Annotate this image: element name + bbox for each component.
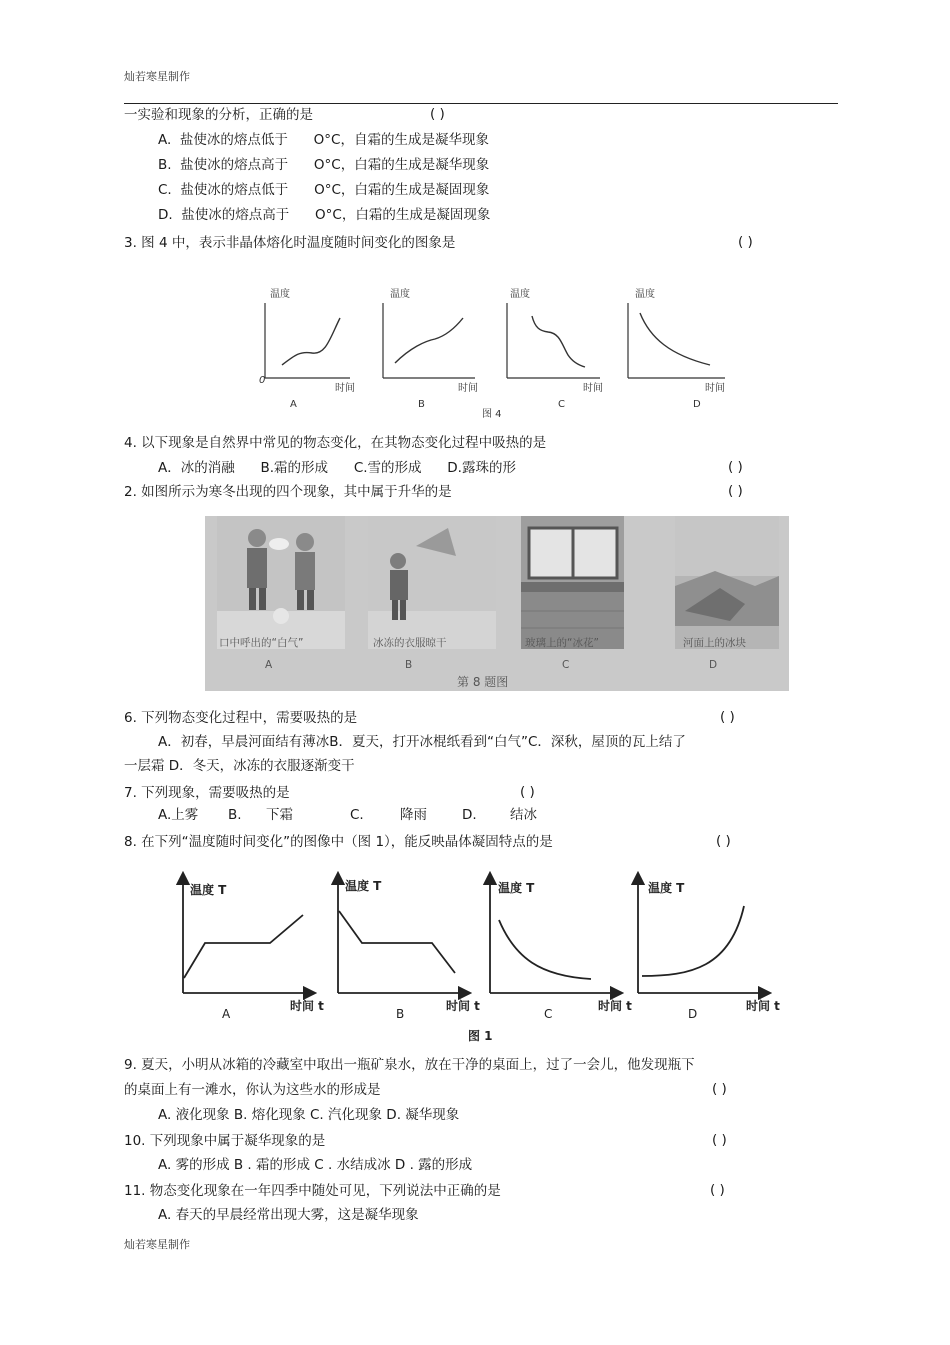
graph-c	[507, 287, 603, 410]
question-3-stem: 3. 图 4 中，表示非晶体熔化时温度随时间变化的图象是	[124, 235, 456, 251]
page-header: 灿若寒星制作	[124, 70, 190, 83]
question-9-line2: 的桌面上有一滩水，你认为这些水的形成是	[124, 1082, 381, 1098]
option-d: D.露珠的形	[447, 460, 516, 476]
question-2-stem: 2. 如图所示为寒冬出现的四个现象，其中属于升华的是	[124, 484, 452, 500]
question-7-letter-b: B.	[228, 807, 242, 823]
question-4-options	[158, 459, 516, 477]
header-rule	[124, 103, 838, 104]
photo-panel-b	[368, 516, 496, 649]
question-7-option-d: 结冰	[510, 807, 537, 823]
option-a	[158, 131, 489, 149]
question-7-paren: ( )	[520, 784, 535, 800]
y-axis-label: 温度	[270, 289, 290, 300]
question-9-options: A. 液化现象 B. 熔化现象 C. 汽化现象 D. 凝华现象	[158, 1107, 460, 1123]
graph-d	[598, 878, 780, 1021]
option-letter: B.	[158, 157, 172, 173]
photo-panel-c	[521, 516, 624, 649]
photo-label-c: C	[562, 659, 570, 671]
option-letter: D.	[158, 207, 173, 223]
question-10-options: A. 雾的形成 B . 霜的形成 C . 水结成冰 D . 露的形成	[158, 1157, 473, 1173]
option-letter: A.	[158, 132, 172, 148]
y-axis-label: 温度 T	[345, 879, 382, 893]
option-text-b: O°C，白霜的生成是凝固现象	[315, 207, 491, 223]
graph-b	[383, 287, 478, 410]
x-axis-label: 时间	[458, 383, 478, 394]
photo-caption-c: 玻璃上的“冰花”	[525, 637, 599, 649]
question-11-option-a: A. 春天的早晨经常出现大雾，这是凝华现象	[158, 1207, 419, 1223]
graph-label-c: C	[558, 399, 565, 410]
photo-caption-d: 河面上的冰块	[683, 637, 746, 649]
photo-panel-a	[217, 516, 345, 649]
y-axis-label: 温度	[635, 289, 655, 300]
question-6-stem: 6. 下列物态变化过程中，需要吸热的是	[124, 710, 358, 726]
x-axis-label: 时间 t	[290, 999, 324, 1013]
question-7-letter-d: D.	[462, 807, 477, 823]
photo-title: 第 8 题图	[457, 675, 509, 689]
photo-figure	[205, 516, 789, 691]
option-text: 盐使冰的熔点高于	[181, 207, 290, 223]
x-axis-label: 时间 t	[446, 999, 480, 1013]
y-axis-label: 温度	[510, 289, 530, 300]
graph-d	[628, 287, 725, 410]
question-7-option-a: A.上雾	[158, 807, 199, 823]
question-8-paren: ( )	[716, 833, 731, 849]
option-letter: C.	[158, 182, 172, 198]
question-6-line2: A．初春，早晨河面结有薄冰B．夏天，打开冰棍纸看到“白气”C．深秋，屋顶的瓦上结了	[158, 734, 686, 750]
frozen-clothes-illustration	[368, 516, 496, 649]
x-axis-label: 时间	[583, 383, 603, 394]
graph-label-d: D	[688, 1007, 698, 1021]
photo-panel-d	[675, 516, 779, 649]
x-axis-label: 时间 t	[598, 999, 632, 1013]
question-intro-stem: 一实验和现象的分析，正确的是	[124, 107, 313, 123]
question-3-paren: ( )	[738, 234, 753, 250]
figure-1-caption: 图 1	[468, 1029, 493, 1043]
question-6-line3: 一层霜 D．冬天，冰冻的衣服逐渐变干	[124, 758, 355, 774]
option-text: 盐使冰的熔点高于	[180, 157, 289, 173]
option-text-b: O°C，白霜的生成是凝固现象	[314, 182, 490, 198]
question-7-option-c: 降雨	[400, 807, 427, 823]
question-11-paren: ( )	[710, 1182, 725, 1198]
x-axis-label: 时间 t	[746, 999, 780, 1013]
graph-label-a: A	[290, 399, 297, 410]
option-d	[158, 206, 490, 224]
photo-label-a: A	[265, 659, 273, 671]
question-8-stem: 8. 在下列“温度随时间变化”的图像中（图 1），能反映晶体凝固特点的是	[124, 834, 553, 850]
graph-label-d: D	[693, 399, 701, 410]
question-9-line1: 9. 夏天，小明从冰箱的冷藏室中取出一瓶矿泉水，放在干净的桌面上，过了一会儿，他发现瓶下	[124, 1057, 695, 1073]
graph-a	[259, 287, 355, 410]
graph-b	[290, 878, 465, 1021]
question-7-letter-c: C.	[350, 807, 364, 823]
y-axis-label: 温度	[390, 289, 410, 300]
graph-label-b: B	[396, 1007, 405, 1021]
question-4-paren: ( )	[728, 459, 743, 475]
option-text: 盐使冰的熔点低于	[180, 182, 289, 198]
x-axis-label: 时间	[705, 383, 725, 394]
question-10-stem: 10. 下列现象中属于凝华现象的是	[124, 1133, 326, 1149]
option-text-b: O°C，自霜的生成是凝华现象	[313, 132, 489, 148]
option-c: C.雪的形成	[353, 460, 422, 476]
question-7-option-b: 下霜	[266, 807, 293, 823]
option-text-b: O°C，白霜的生成是凝华现象	[313, 157, 490, 173]
graph-label-b: B	[418, 399, 425, 410]
question-11-stem: 11. 物态变化现象在一年四季中随处可见，下列说法中正确的是	[124, 1183, 501, 1199]
option-c	[158, 181, 489, 199]
photo-label-b: B	[405, 659, 413, 671]
figure-1	[170, 868, 800, 1046]
question-6-paren: ( )	[720, 709, 735, 725]
window-frost-illustration	[521, 516, 624, 649]
photo-caption-a: 口中呼出的“白气”	[219, 637, 304, 649]
children-illustration	[217, 516, 345, 649]
question-9-paren: ( )	[712, 1081, 727, 1097]
option-b	[158, 156, 489, 174]
origin-label: 0	[259, 375, 266, 386]
option-text: 盐使冰的熔点低于	[179, 132, 288, 148]
figure-4-caption: 图 4	[482, 409, 502, 420]
question-7-stem: 7. 下列现象，需要吸热的是	[124, 785, 290, 801]
graph-label-a: A	[222, 1007, 231, 1021]
graph-label-c: C	[544, 1007, 553, 1021]
river-ice-illustration	[675, 516, 779, 649]
option-a: A．冰的消融	[158, 460, 235, 476]
option-b: B.霜的形成	[260, 460, 329, 476]
y-axis-label: 温度 T	[498, 881, 535, 895]
photo-label-d: D	[709, 659, 718, 671]
y-axis-label: 温度 T	[648, 881, 685, 895]
x-axis-label: 时间	[335, 383, 355, 394]
question-2-paren: ( )	[728, 483, 743, 499]
photo-caption-b: 冰冻的衣服晾干	[373, 637, 447, 649]
figure-4	[250, 283, 740, 423]
graph-c	[446, 878, 617, 1021]
y-axis-label: 温度 T	[190, 883, 227, 897]
question-10-paren: ( )	[712, 1132, 727, 1148]
page-footer: 灿若寒星制作	[124, 1238, 190, 1251]
question-intro-paren: ( )	[430, 106, 445, 122]
question-4-stem: 4. 以下现象是自然界中常见的物态变化，在其物态变化过程中吸热的是	[124, 435, 547, 451]
